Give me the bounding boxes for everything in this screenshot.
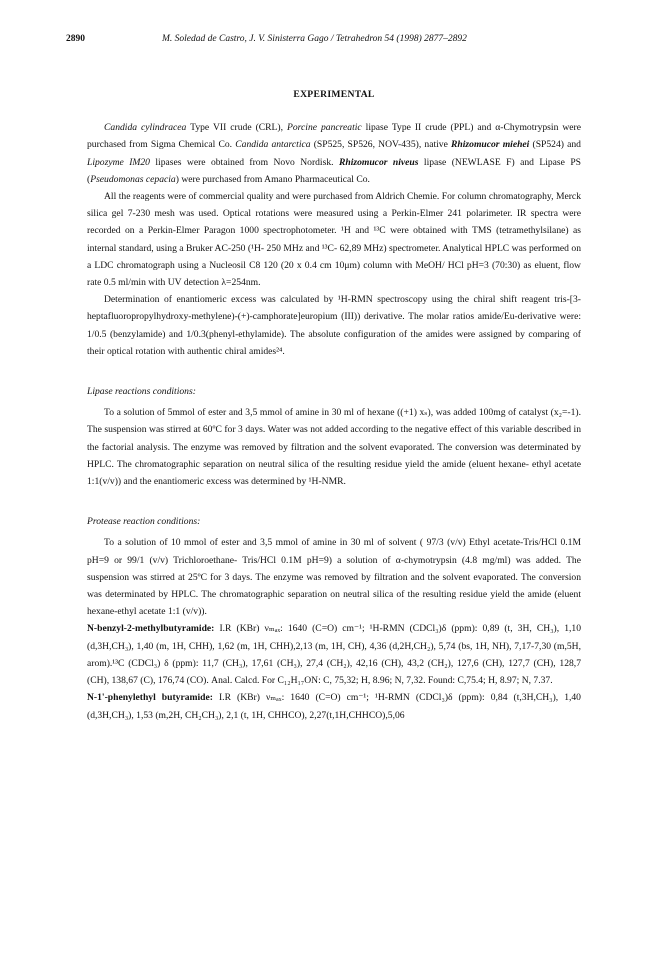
paragraph-lipase: To a solution of 5mmol of ester and 3,5 mmol of amine in 30 ml of hexane ((+1) xₛ), was added 100mg of catalyst (x₂=-1). The suspension was stirred at 60ºC for 3 days. Water was not added according to the negative effect of this variable described in the factorial analysis. The enzyme was removed by filtration and the solvent evaporated. The conversion was determinated by HPLC. The chromatographic separation on neutral silica of the resulting residue yield the amide (eluent hexane- ethyl acetate 1:1(v/v)) and the enantiomeric excess was determined by ¹H-NMR. [87,407,581,488]
species-name: Candida cylindracea [104,122,187,134]
product-name: Lipozyme IM20 [87,156,150,168]
page-number: 2890 [66,34,85,44]
species-name: Rhizomucor miehei [451,139,530,151]
compound-data: I.R (KBr) νₘₐₓ: 1640 (C=O) cm⁻¹; ¹H-RMN (CDCl₃)δ (ppm): 0,89 (t, 3H, CH₃), 1,10 (d,3H,CH₃), 1,40 (m, 1H, CHH), 1,62 (m, 1H, CHH),2,13 (m, 1H, CH), 4,36 (d,2H,CH₂), 5,74 (bs, 1H, NH), 7,17-7,30 (m,5H, arom).¹³C (CDCl₃) δ (ppm): 11,7 (CH₃), 17,61 (CH₃), 27,4 (CH₂), 42,16 (CH), 43,2 (CH₂), 127,6 (CH), 127,7 (CH), 128,7 (CH), 138,67 (C), 176,74 (CO). Anal. Calcd. For C₁₂H₁₇ON: C, 75,32; H, 8.96; N, 7,32. Found: C,75.4; H, 8.97; N, 7.37. [87,623,581,687]
species-name: Pseudomonas cepacia [90,173,176,185]
running-title: M. Soledad de Castro, J. V. Sinisterra Gago / Tetrahedron 54 (1998) 2877–2892 [162,34,467,44]
article-body [87,86,581,724]
species-name: Porcine pancreatic [287,122,362,134]
text-run: ) were purchased from Amano Pharmaceutical Co. [175,173,370,185]
compound-data: I.R (KBr) νₘₐₓ: 1640 (C=O) cm⁻¹; ¹H-RMN (CDCl₃)δ (ppm): 0,84 (t,3H,CH₃), 1,40 (d,3H,CH₃), 1,53 (m,2H, CH₂CH₃), 2,1 (t, 1H, CHHCO), 2,27(t,1H,CHHCO),5,06 [87,692,581,721]
text-run: lipases were obtained from Novo Nordisk. [149,156,339,168]
subheading-lipase: Lipase reactions conditions: [87,386,196,398]
species-name: Rhizomucor niveus [338,156,419,168]
text-run: Type VII crude (CRL), [186,122,287,134]
paragraph-reagents: All the reagents were of commercial quality and were purchased from Aldrich Chemie. For column chromatography, Merck silica gel 7-230 mesh was used. Optical rotations were measured using a Perkin-Elmer 241 polarimeter. IR spectra were recorded on a Perkin-Elmer Paragon 1000 spectrophotometer. ¹H and ¹³C were obtained with TMS (tetramethylsilane) as internal standard, using a Bruker AC-250 (¹H- 250 MHz and ¹³C- 62,89 MHz) spectrometer. Analytical HPLC was performed on a LDC chromatograph using a Nucleosil C8 120 (20 x 0.4 cm 10μm) column with MeOH/ HCl pH=3 (70:30) as eluent, flow rate 0.5 ml/min with UV detection λ=254nm. [87,191,581,289]
compound-name: N-benzyl-2-methylbutyramide: [87,623,215,635]
text-run: lipase (NEWLASE F) and Lipase PS ( [87,156,582,185]
paragraph-protease: To a solution of 10 mmol of ester and 3,5 mmol of amine in 30 ml of solvent ( 97/3 (v/v) Ethyl acetate-Tris/HCl 0.1M pH=9 or 99/1 (v/v) Trichloroethane- Tris/HCl 0.1M pH=9) a solution of α-chymotrypsin (4.8 mg/ml) was added. The suspension was stirred at 25ºC for 3 days. The enzyme was removed by filtration and the solvent evaporated. The conversion was determinated by HPLC. The chromatographic separation on neutral silica of the resulting residue yield the amide (eluent hexane-ethyl acetate 1:1 (v/v)). [87,537,581,618]
text-run: lipase Type II crude (PPL) and α-Chymotrypsin were purchased from Sigma Chemical Co. [87,122,581,151]
species-name: Candida antarctica [235,139,311,151]
compound-entry [87,620,581,689]
compound-entry [87,689,581,723]
paragraph-enantiomeric-excess: Determination of enantiomeric excess was calculated by ¹H-RMN spectroscopy using the chiral shift reagent tris-[3-heptafluoropropylhydroxy-methylene)-(+)-camphorate]europium (III)) derivative. The molar ratios amide/Eu-derivative were: 1/0.5 (benzylamide) and 1/0.3(phenyl-ethylamide). The absolute configuration of the amides were assigned by comparing of their optical rotation with authentic chiral amides²⁴. [87,294,581,357]
text-run: (SP524) and [529,139,581,151]
subheading-protease: Protease reaction conditions: [87,516,201,528]
section-title: EXPERIMENTAL [293,89,375,100]
paragraph-materials [87,119,581,188]
compound-name: N-1'-phenylethyl butyramide: [87,692,213,704]
text-run: (SP525, SP526, NOV-435), native [310,139,452,151]
